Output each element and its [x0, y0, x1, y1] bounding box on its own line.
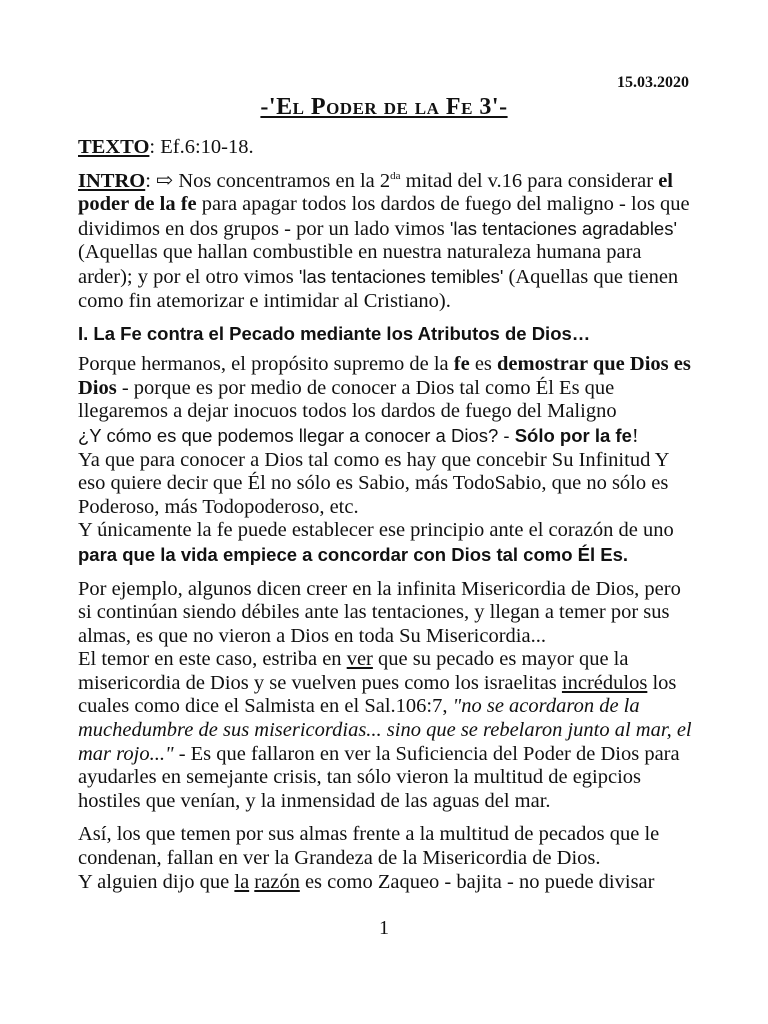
arrow-icon: ⇨	[156, 169, 174, 192]
page-number: 1	[379, 917, 389, 939]
texto-sep: :	[149, 136, 156, 158]
section-heading: I. La Fe contra el Pecado mediante los Atributos de Dios…	[78, 323, 591, 345]
document-date: 15.03.2020	[617, 74, 689, 91]
document-body	[78, 136, 692, 894]
texto-line	[78, 136, 692, 160]
paragraph-2: Por ejemplo, algunos dicen creer en la infinita Misericordia de Dios, pero si continúan siendo débiles ante las tentaciones, y llegan a temer por sus almas, es que no vieron a Dios en toda Su Misericordia... El temor en este caso, estriba en ver que su pecado es mayor que la misericordia de Dios y se vuelven pues como los israelitas incrédulos los cuales como dice el Salmista en el Sal.106:7, "no se acordaron de la muchedumbre de sus misericordias... sino que se rebelaron junto al mar, el mar rojo..." - Es que fallaron en ver la Suficiencia del Poder de Dios para ayudarles en semejante crisis, tan sólo vieron la multitud de egipcios hostiles que venían, y la inmensidad de las aguas del mar.	[78, 577, 692, 812]
paragraph-1: Porque hermanos, el propósito supremo de la fe es demostrar que Dios es Dios - porque es por medio de conocer a Dios tal como Él Es que llegaremos a dejar inocuos todos los dardos de fuego del Maligno ¿Y cómo es que podemos llegar a conocer a Dios? - Sólo por la fe! Ya que para conocer a Dios tal como es hay que concebir Su Infinitud Y eso quiere decir que Él no sólo es Sabio, más TodoSabio, que no sólo es Poderoso, más Todopoderoso, etc. Y únicamente la fe puede establecer ese principio ante el corazón de uno para que la vida empiece a concordar con Dios tal como Él Es.	[78, 353, 691, 565]
texto-value: Ef.6:10-18.	[155, 136, 254, 158]
intro-paragraph: INTRO: ⇨ Nos concentramos en la $2^{da}$ mitad del v.16 para considerar el poder de la fe para apagar todos los dardos de fuego del maligno - los que dividimos en dos grupos - por un lado vimos 'las tentaciones agradables' (Aquellas que hallan combustible en nuestra naturaleza humana para arder); y por el otro vimos 'las tentaciones temibles' (Aquellas que tienen como fin atemorizar e intimidar al Cristiano).	[78, 169, 690, 312]
document-title: -'El Poder de la Fe 3'-	[260, 94, 508, 120]
texto-label: TEXTO	[78, 136, 150, 158]
paragraph-3: Así, los que temen por sus almas frente a la multitud de pecados que le condenan, fallan en ver la Grandeza de la Misericordia de Dios. Y alguien dijo que la razón es como Zaqueo - bajita - no puede divisar	[78, 823, 660, 893]
scripture-quote: "no se acordaron de la muchedumbre de sus misericordias... sino que se rebelaron junto al mar, el mar rojo..."	[78, 695, 692, 765]
intro-label: INTRO	[78, 169, 146, 192]
